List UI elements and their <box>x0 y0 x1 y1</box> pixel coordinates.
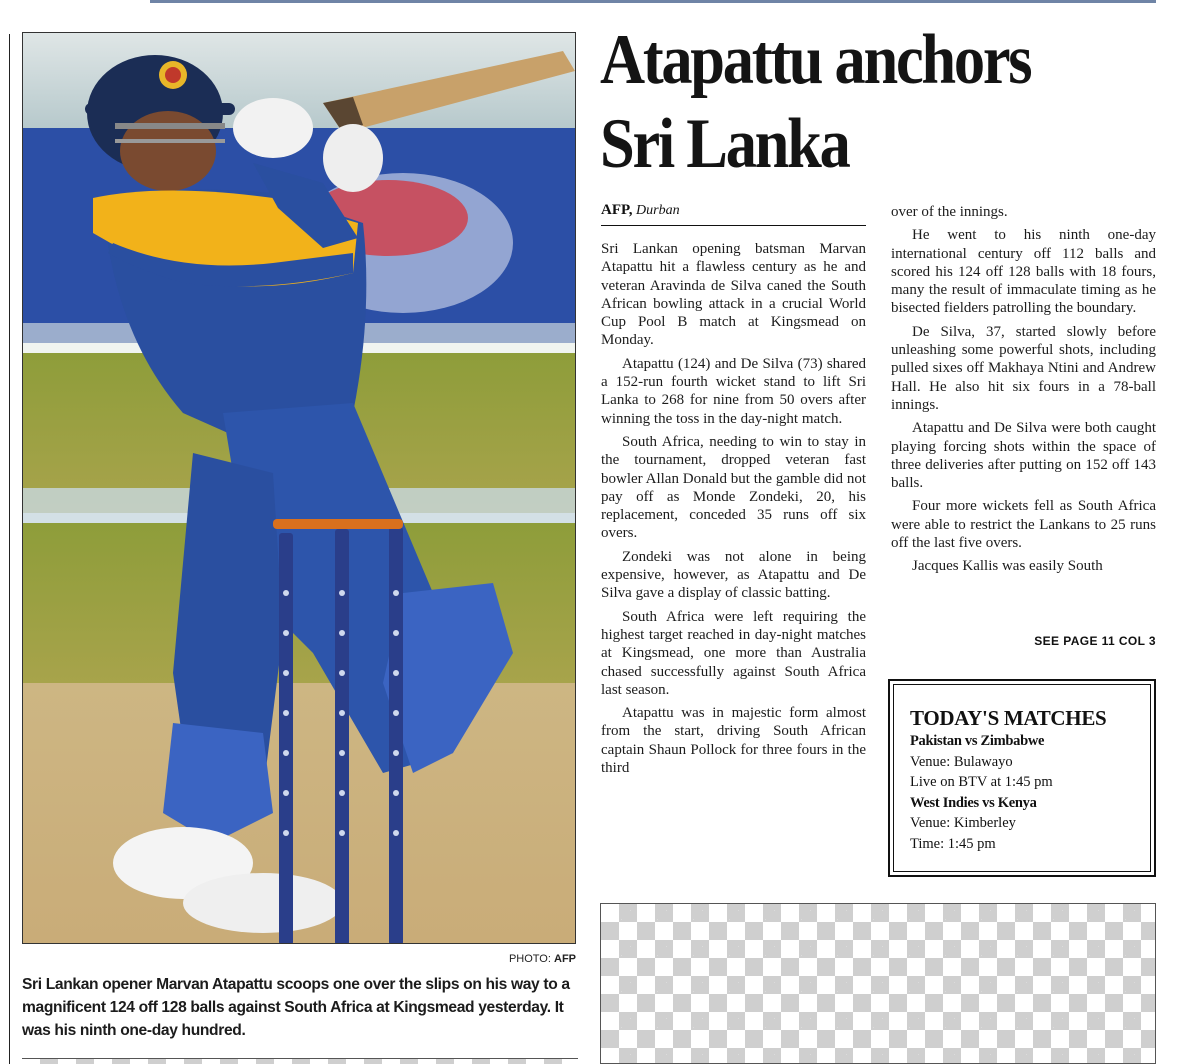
article-paragraph: Four more wickets fell as South Africa were able to restrict the Lankans to 25 runs off the last five overs. <box>891 498 1156 552</box>
photo-credit-source: AFP <box>554 953 576 965</box>
match-1-broadcast: Live on BTV at 1:45 pm <box>910 774 1053 790</box>
top-band <box>150 0 1156 3</box>
article-paragraph: Atapattu and De Silva were both caught playing forcing shots within the space of three deliveries after putting on 152 off 143 balls. <box>891 420 1156 492</box>
photo-credit <box>22 953 576 965</box>
article-paragraph: Atapattu (124) and De Silva (73) shared a 152-run fourth wicket stand to lift Sri Lanka to 268 for nine from 50 overs after winning the toss in the day-night match. <box>601 355 866 427</box>
match-1-venue: Venue: Bulawayo <box>910 753 1013 770</box>
todays-matches-title: TODAY'S MATCHES <box>910 706 1107 730</box>
match-2-teams: West Indies vs Kenya <box>910 794 1037 811</box>
headline-line-2: Sri Lanka <box>600 105 849 183</box>
article-paragraph: Atapattu was in majestic form almost from the start, driving South African captain Shaun Pollock for three fours in the third <box>601 705 866 777</box>
photo-credit-prefix: PHOTO: <box>508 953 551 965</box>
article-paragraph: Sri Lankan opening batsman Marvan Atapattu hit a flawless century as he and veteran Aravinda de Silva caned the South African bowling attack in a crucial World Cup Pool B match at Kingsmead on Monday. <box>601 241 866 349</box>
cricket-photo <box>22 32 576 944</box>
article-column-1 <box>601 240 866 782</box>
advert-placeholder <box>600 903 1156 1064</box>
advert-placeholder-bottom <box>22 1058 578 1064</box>
headline-line-1: Atapattu anchors <box>600 21 1031 99</box>
article-paragraph: over of the innings. <box>891 204 1008 220</box>
todays-matches-inner <box>893 684 1151 872</box>
article-column-2 <box>891 203 1156 581</box>
article-paragraph: Jacques Kallis was easily South <box>912 558 1103 575</box>
column-rule <box>9 34 10 1064</box>
jump-line: SEE PAGE 11 COL 3 <box>1034 634 1156 648</box>
article-paragraph: South Africa, needing to win to stay in the tournament, dropped veteran fast bowler Allan Donald but the gamble did not pay off as Monde Zondeki, 20, his replacement, conceded 35 runs off six overs. <box>601 433 866 542</box>
article-paragraph: South Africa were left requiring the highest target reached in day-night matches at Kingsmead, one more than Australia chased successfully against South Africa last season. <box>601 608 866 698</box>
match-1-teams: Pakistan vs Zimbabwe <box>910 733 1045 749</box>
byline <box>601 202 866 219</box>
match-2-time: Time: 1:45 pm <box>910 835 996 852</box>
byline-place: Durban <box>636 203 680 218</box>
byline-agency: AFP, <box>601 202 633 218</box>
article-paragraph: De Silva, 37, started slowly before unleashing some powerful shots, including pulled sixes off Makhaya Ntini and Andrew Hall. He also hit six fours in a 78-ball innings. <box>891 323 1156 413</box>
headline <box>600 18 1110 186</box>
todays-matches-box <box>888 679 1156 877</box>
match-2-venue: Venue: Kimberley <box>910 815 1016 831</box>
photo-caption: Sri Lankan opener Marvan Atapattu scoops one over the slips on his way to a magnificent 124 off 128 balls against South Africa at Kingsmead yesterday. It was his ninth one-day hundred. <box>22 976 570 1039</box>
article-paragraph: He went to his ninth one-day international century off 112 balls and scored his 124 off 128 balls with 18 fours, many the result of immaculate timing as he bisected fielders patrolling the boundary. <box>891 227 1156 317</box>
article-paragraph: Zondeki was not alone in being expensive, however, as Atapattu and De Silva gave a display of classic batting. <box>601 548 866 602</box>
byline-rule <box>601 225 866 226</box>
